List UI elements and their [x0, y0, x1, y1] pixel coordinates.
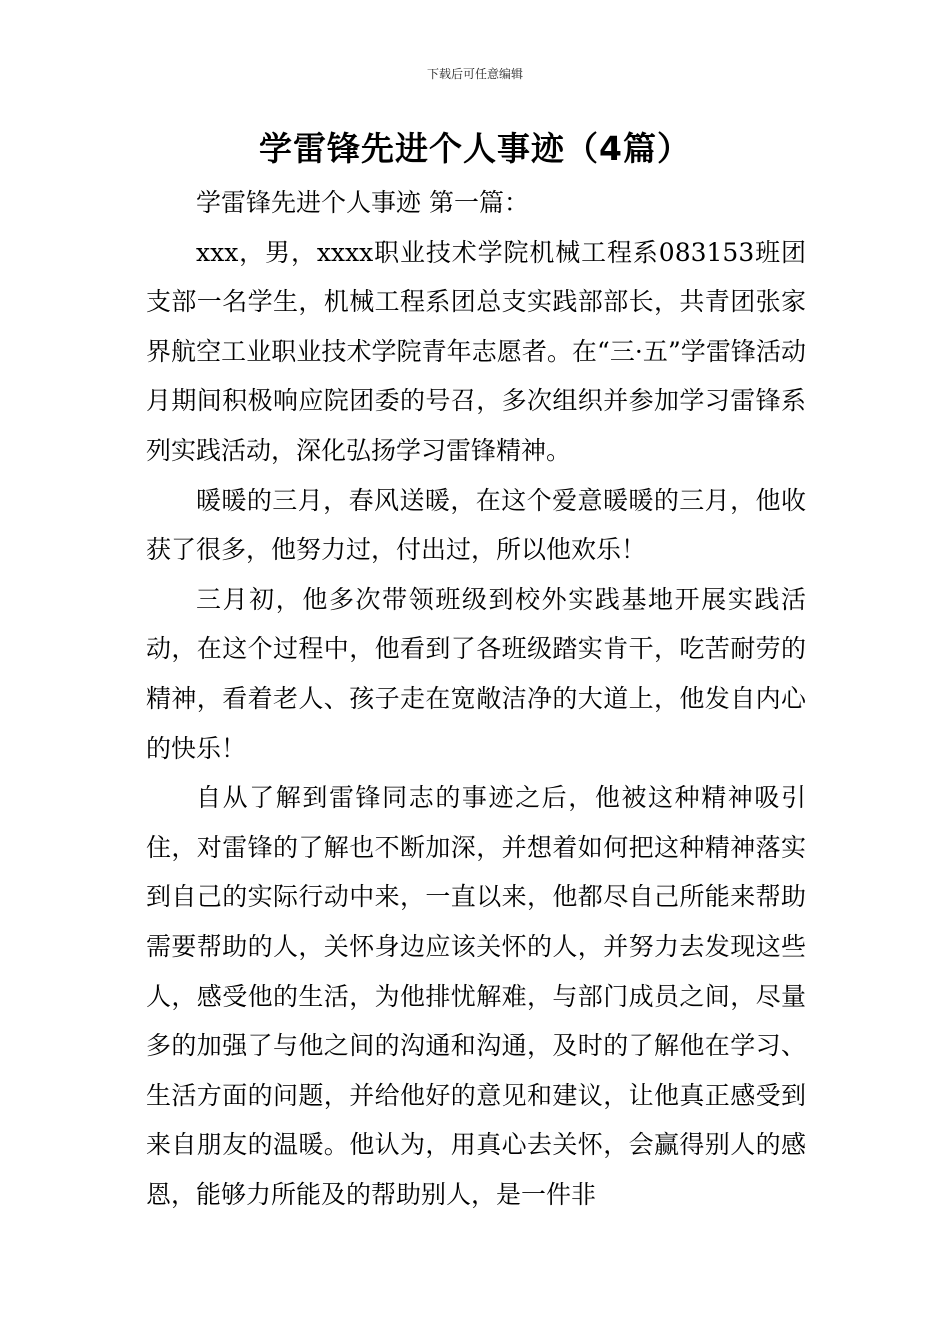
section-heading: 学雷锋先进个人事迹 第一篇：	[196, 188, 529, 217]
header-note: 下载后可任意编辑	[426, 67, 523, 81]
paragraph: xxx，男，xxxx职业技术学院机械工程系083153班团支部一名学生，机械工程系团总支实践部部长，共青团张家界航空工业职业技术学院青年志愿者。在“三·五”学雷锋活动月期间积极响应院团委的号召，多次组织并参加学习雷锋系列实践活动，深化弘扬学习雷锋精神。	[146, 237, 806, 465]
document-title: 学雷锋先进个人事迹（4篇）	[259, 129, 691, 168]
paragraph: 自从了解到雷锋同志的事迹之后，他被这种精神吸引住，对雷锋的了解也不断加深，并想着如何把这种精神落实到自己的实际行动中来，一直以来，他都尽自己所能来帮助需要帮助的人，关怀身边应该关怀的人，并努力去发现这些人，感受他的生活，为他排忧解难，与部门成员之间，尽量多的加强了与他之间的沟通和沟通，及时的了解他在学习、生活方面的问题，并给他好的意见和建议，让他真正感受到来自朋友的温暖。他认为，用真心去关怀，会赢得别人的感恩，能够力所能及的帮助别人，是一件非	[146, 783, 806, 1209]
paragraph: 三月初，他多次带领班级到校外实践基地开展实践活动，在这个过程中，他看到了各班级踏实肯干，吃苦耐劳的精神，看着老人、孩子走在宽敞洁净的大道上，他发自内心的快乐！	[146, 584, 806, 763]
paragraph: 暖暖的三月，春风送暖，在这个爱意暖暖的三月，他收获了很多，他努力过，付出过，所以他欢乐！	[146, 485, 806, 565]
document-body	[146, 178, 806, 1219]
